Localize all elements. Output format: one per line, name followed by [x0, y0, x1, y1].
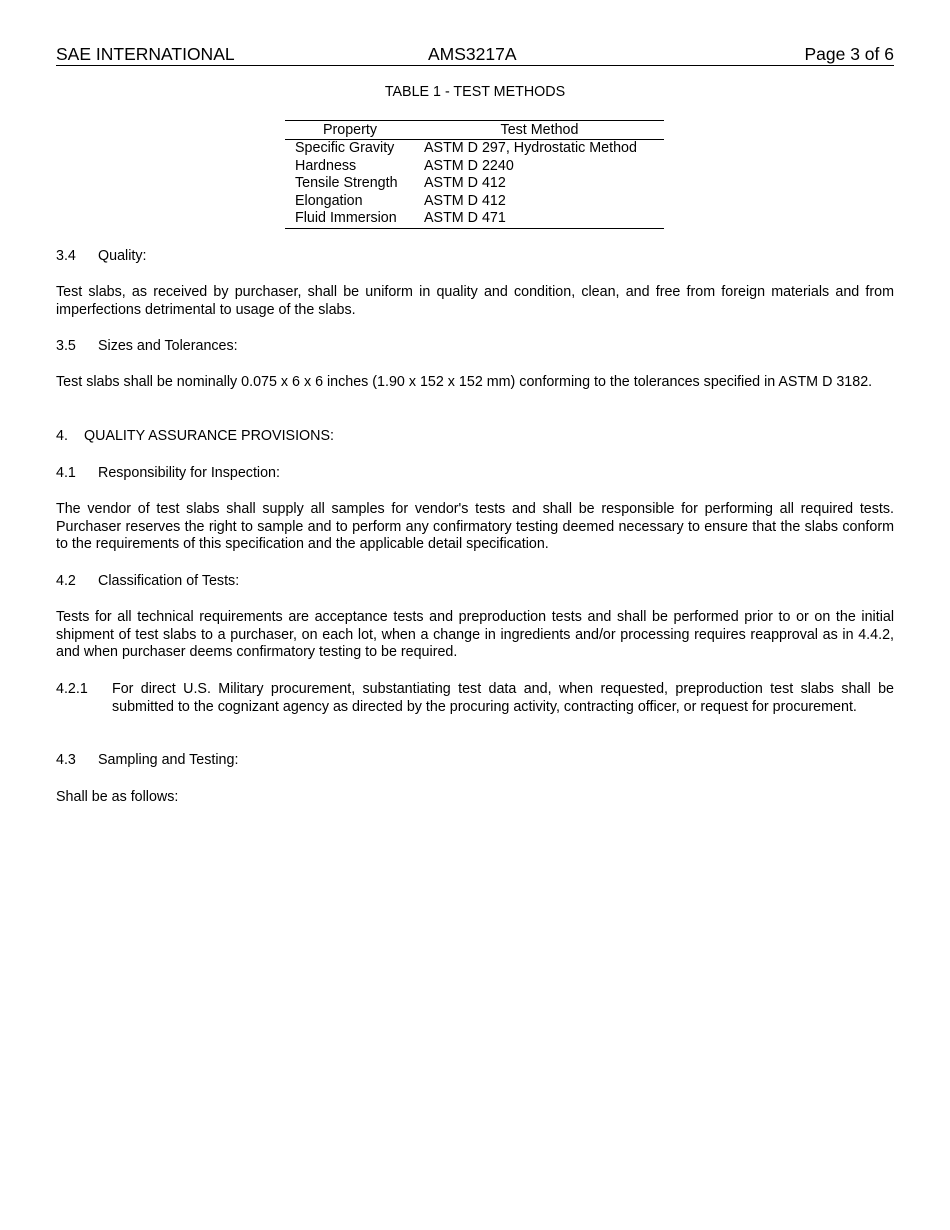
- section-heading: Sampling and Testing:: [98, 752, 239, 768]
- table-row: [285, 193, 664, 211]
- page-header: [56, 43, 894, 66]
- table-header-row: [285, 121, 664, 140]
- section-number: 4.: [56, 428, 68, 444]
- table-row: [285, 158, 664, 176]
- property-cell: Fluid Immersion: [285, 210, 415, 228]
- section-4-1-body: The vendor of test slabs shall supply all samples for vendor's tests and shall be responsible for performing all required tests. Purchaser reserves the right to sample and to perform any confirmatory testing deemed necessary to ensure that the slabs conform to the requirements of this specification and the applicable detail specification.: [56, 501, 894, 552]
- table-row: [285, 140, 664, 158]
- section-number: 3.4: [56, 248, 76, 264]
- organization-name: SAE INTERNATIONAL: [56, 44, 235, 64]
- section-4-2-1: [56, 681, 894, 716]
- section-4-3-heading: [56, 752, 894, 770]
- section-4-3-body: Shall be as follows:: [56, 789, 179, 805]
- table-title: TABLE 1 - TEST METHODS: [384, 84, 566, 100]
- table-row: [285, 210, 664, 228]
- test-methods-table: [285, 120, 664, 229]
- section-4-2-body: Tests for all technical requirements are acceptance tests and preproduction tests and shall be performed prior to or on the initial shipment of test slabs to a purchaser, on each lot, when a change in ingredients and/or processing requires reapproval as in 4.4.2, and when purchaser deems confirmatory testing to be required.: [56, 609, 894, 660]
- section-heading: Quality:: [98, 248, 147, 264]
- column-header-test-method: Test Method: [415, 121, 664, 140]
- property-cell: Specific Gravity: [295, 140, 395, 156]
- section-4-1-heading: [56, 465, 894, 483]
- section-number: 4.1: [56, 465, 76, 481]
- page-number: Page 3 of 6: [804, 44, 894, 64]
- property-cell: Tensile Strength: [295, 175, 398, 191]
- property-cell: Elongation: [295, 192, 363, 209]
- section-3-5-heading: [56, 338, 894, 356]
- section-heading: Responsibility for Inspection:: [98, 465, 280, 481]
- section-heading: QUALITY ASSURANCE PROVISIONS:: [84, 428, 334, 444]
- section-4-2-heading: [56, 573, 894, 591]
- section-4-2-1-body: For direct U.S. Military procurement, substantiating test data and, when requested, preproduction test slabs shall be submitted to the cognizant agency as directed by the procuring activity, contracting officer, or request for procurement.: [112, 681, 894, 715]
- section-3-5-body: Test slabs shall be nominally 0.075 x 6 x 6 inches (1.90 x 152 x 152 mm) conforming to the tolerances specified in ASTM D 3182.: [56, 374, 873, 390]
- method-cell: ASTM D 297, Hydrostatic Method: [424, 140, 637, 156]
- section-3-4-heading: [56, 248, 894, 266]
- method-cell: ASTM D 412: [424, 192, 506, 209]
- method-cell: ASTM D 2240: [424, 157, 514, 174]
- property-cell: Hardness: [295, 157, 357, 174]
- column-header-property: Property: [285, 121, 415, 140]
- section-4-heading: [56, 428, 894, 446]
- table-row: [285, 175, 664, 193]
- section-number: 4.2.1: [56, 681, 88, 697]
- section-number: 4.3: [56, 752, 76, 768]
- method-cell: ASTM D 412: [424, 175, 506, 191]
- section-heading: Sizes and Tolerances:: [98, 338, 238, 354]
- document-id: AMS3217A: [428, 44, 517, 64]
- section-heading: Classification of Tests:: [98, 573, 240, 589]
- section-number: 4.2: [56, 573, 76, 589]
- section-number: 3.5: [56, 338, 76, 354]
- section-3-4-body: Test slabs, as received by purchaser, shall be uniform in quality and condition, clean, and free from foreign materials and from imperfections detrimental to usage of the slabs.: [56, 284, 894, 318]
- method-cell: ASTM D 471: [415, 210, 664, 228]
